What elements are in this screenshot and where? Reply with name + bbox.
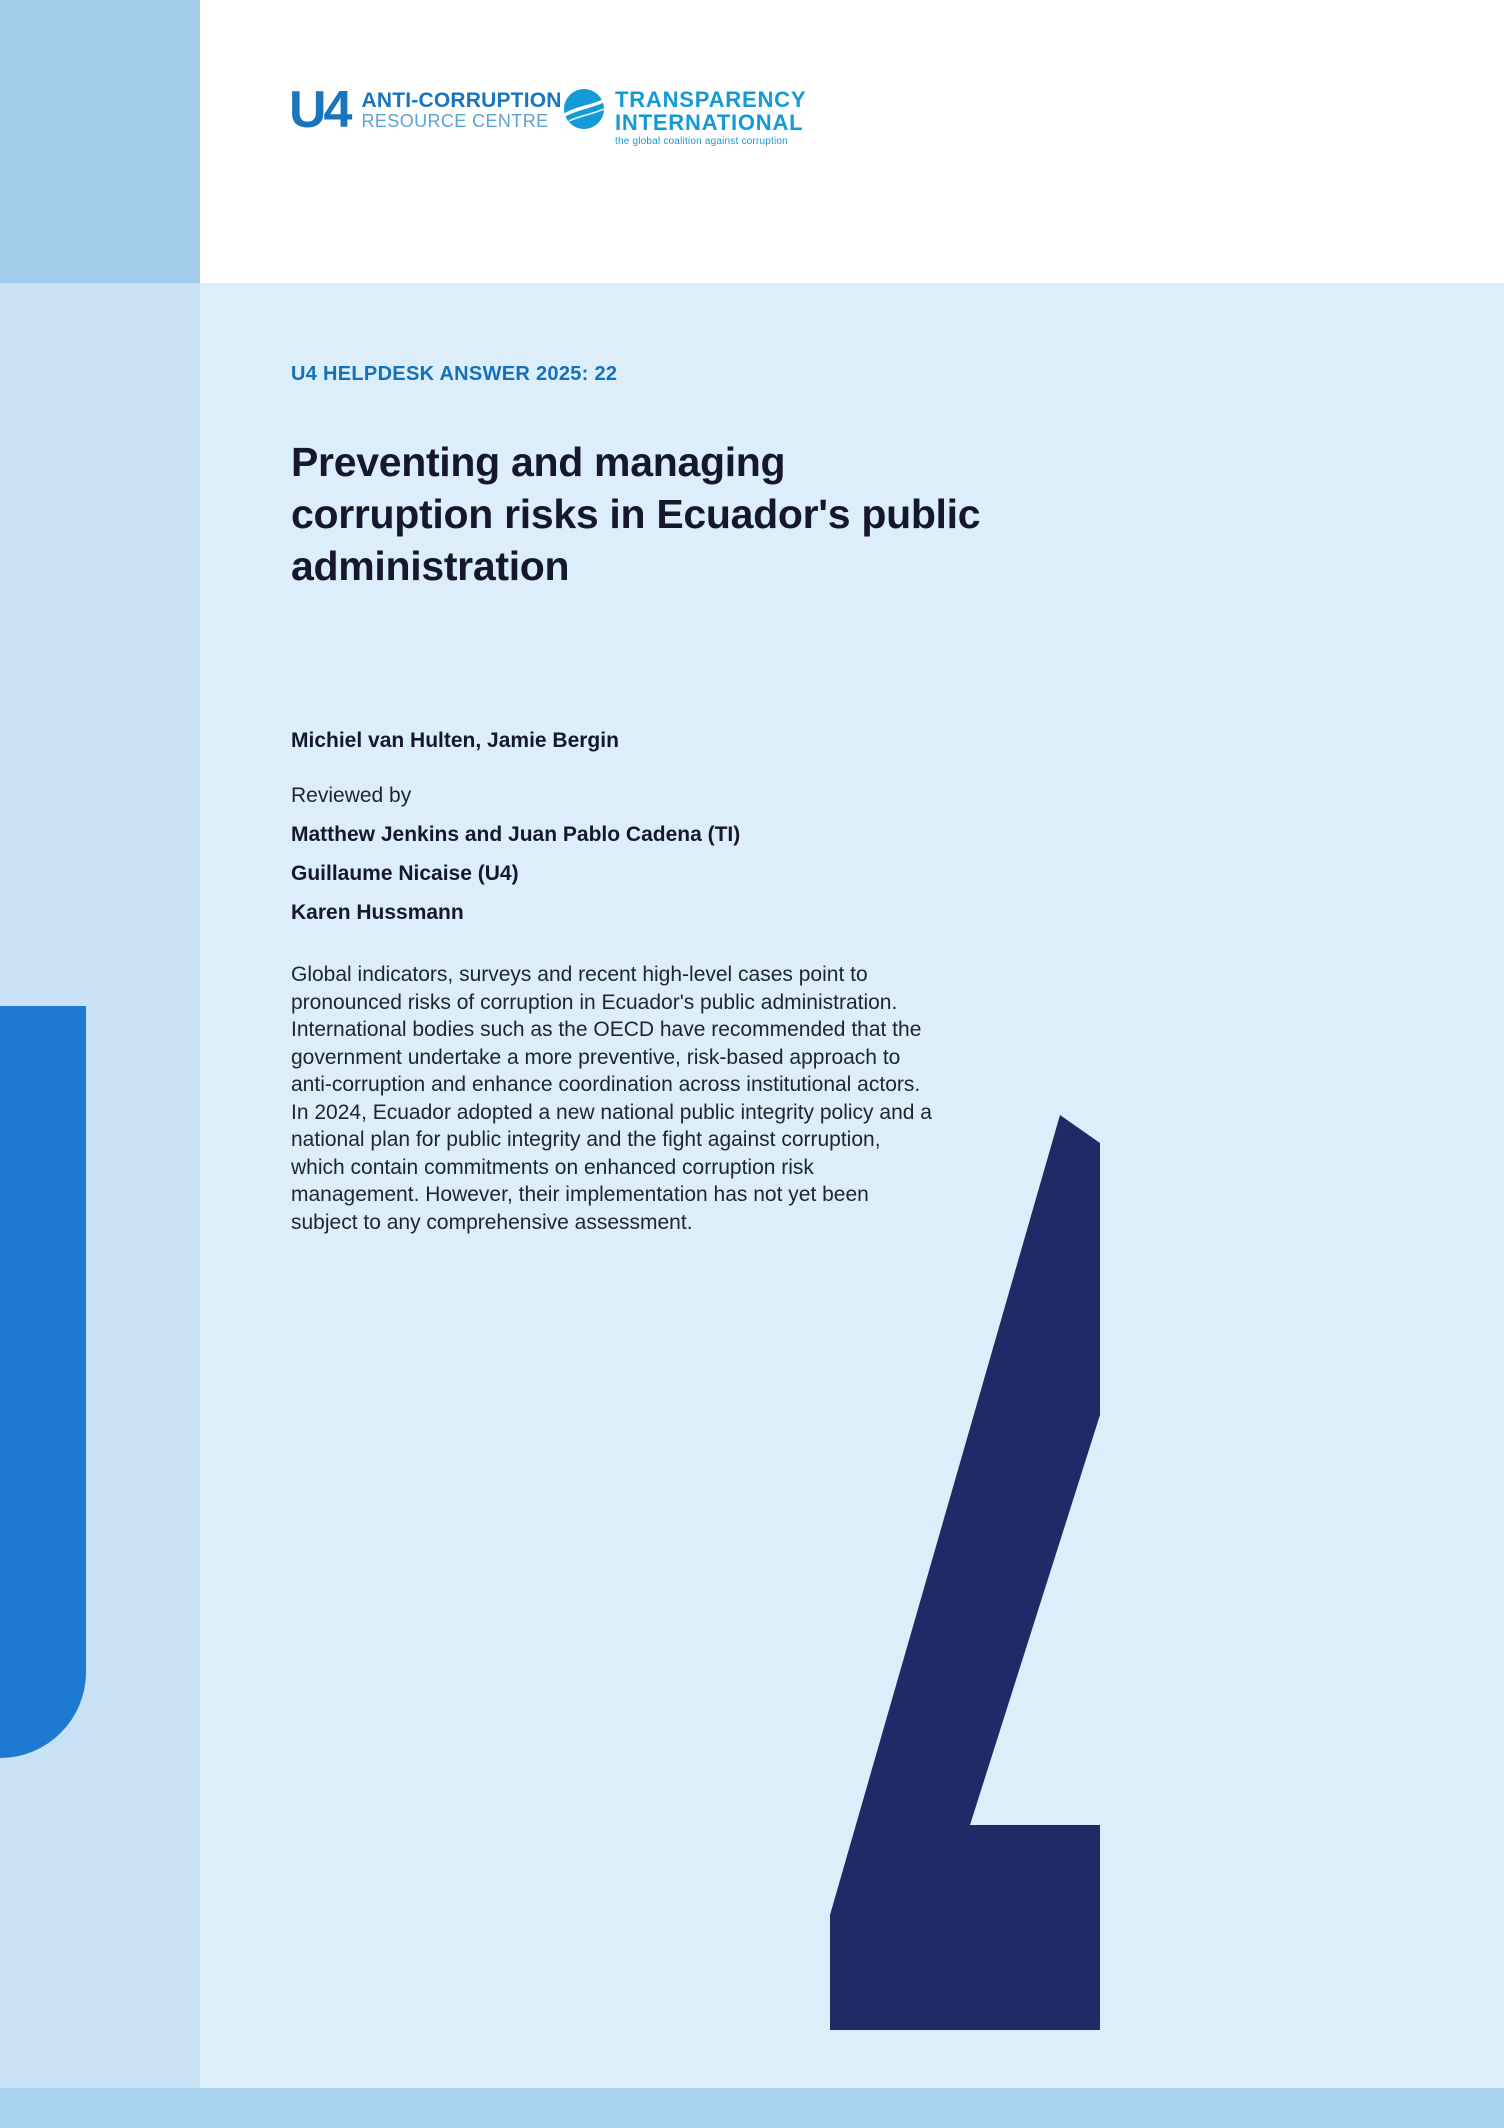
abstract-text: Global indicators, surveys and recent high-level cases point to pronounced risks of corruption in Ecuador's public administration. International bodies such as the OECD have recommended that the government undertake a more preventive, risk-based approach to anti-corruption and enhance coordination across institutional actors. In 2024, Ecuador adopted a new national public integrity policy and a national plan for public integrity and the fight against corruption, which contain commitments on enhanced corruption risk management. However, their implementation has not yet been subject to any comprehensive assessment. [291, 963, 932, 1234]
title-line-1: Preventing and managing [291, 439, 786, 485]
u4-logo-mark: U4 [289, 81, 350, 139]
top-left-corner-block [0, 0, 200, 283]
transparency-international-logo [563, 88, 806, 148]
u4-logo-line1: ANTI-CORRUPTION [361, 88, 562, 112]
ti-logo-line2: INTERNATIONAL [615, 110, 804, 136]
people-block [291, 729, 740, 925]
u4-logo [289, 81, 562, 139]
page-title [291, 436, 980, 592]
ti-logo-line1: TRANSPARENCY [615, 87, 807, 112]
ti-globe-icon [563, 88, 605, 130]
reviewed-by-label: Reviewed by [291, 784, 412, 807]
u4-logo-line2: RESOURCE CENTRE [361, 110, 549, 131]
reviewer-2: Guillaume Nicaise (U4) [291, 862, 519, 885]
ti-logo-text [615, 88, 806, 148]
left-accent-bar-shape [0, 1006, 86, 1758]
title-line-3: administration [291, 543, 570, 589]
title-line-2: corruption risks in Ecuador's public [291, 491, 981, 537]
u4-logo-text [361, 89, 561, 132]
ti-logo-tagline: the global coalition against corruption [615, 136, 788, 148]
bottom-band [0, 2088, 1504, 2128]
authors: Michiel van Hulten, Jamie Bergin [291, 729, 619, 752]
big-numeral-2-shape [830, 1115, 1100, 2030]
series-label: U4 HELPDESK ANSWER 2025: 22 [291, 363, 618, 385]
reviewer-3: Karen Hussmann [291, 901, 464, 924]
reviewer-1: Matthew Jenkins and Juan Pablo Cadena (TI) [291, 823, 741, 846]
